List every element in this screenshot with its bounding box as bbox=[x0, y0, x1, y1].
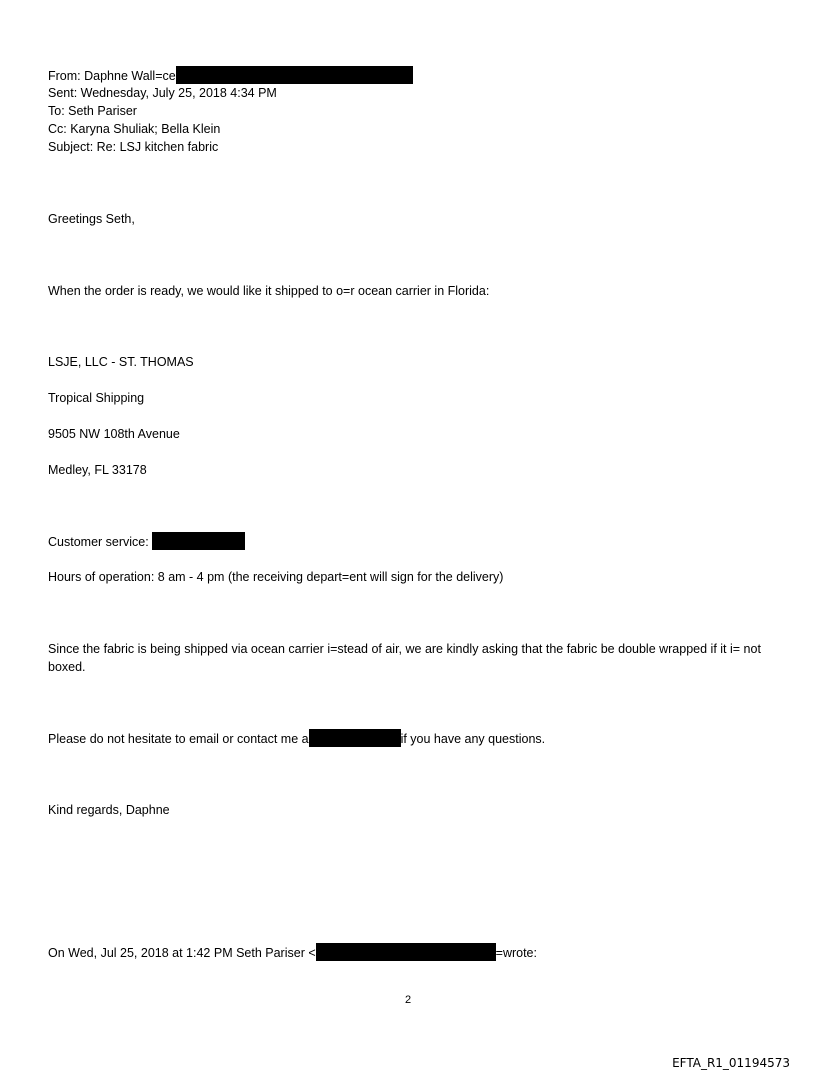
customer-service-line bbox=[48, 532, 245, 551]
signoff: Kind regards, Daphne bbox=[48, 803, 170, 817]
contact-suffix: if you have any questions. bbox=[400, 732, 546, 746]
document-id: EFTA_R1_01194573 bbox=[672, 1056, 790, 1070]
quote-prefix: On Wed, Jul 25, 2018 at 1:42 PM Seth Pariser < bbox=[48, 946, 316, 960]
redaction-box bbox=[309, 729, 401, 747]
customer-service-label: Customer service: bbox=[48, 535, 149, 549]
from-text: From: Daphne Wall=ce bbox=[48, 69, 176, 83]
cc-line: Cc: Karyna Shuliak; Bella Klein bbox=[48, 122, 221, 136]
contact-prefix: Please do not hesitate to email or contact me a bbox=[48, 732, 309, 746]
sent-line: Sent: Wednesday, July 25, 2018 4:34 PM bbox=[48, 86, 277, 100]
contact-line bbox=[48, 729, 545, 748]
subject-line: Subject: Re: LSJ kitchen fabric bbox=[48, 140, 219, 154]
address-company: LSJE, LLC - ST. THOMAS bbox=[48, 355, 194, 369]
greeting: Greetings Seth, bbox=[48, 212, 135, 226]
intro-paragraph: When the order is ready, we would like it shipped to o=r ocean carrier in Florida: bbox=[48, 284, 490, 298]
address-street: 9505 NW 108th Avenue bbox=[48, 427, 180, 441]
hours-line: Hours of operation: 8 am - 4 pm (the receiving depart=ent will sign for the delivery) bbox=[48, 570, 504, 584]
from-line bbox=[48, 66, 413, 85]
to-line: To: Seth Pariser bbox=[48, 104, 137, 118]
page-number: 2 bbox=[404, 994, 412, 1006]
quote-suffix: =wrote: bbox=[495, 946, 537, 960]
address-carrier: Tropical Shipping bbox=[48, 391, 145, 405]
redaction-box bbox=[316, 943, 496, 961]
redaction-box bbox=[176, 66, 413, 84]
redaction-box bbox=[152, 532, 245, 550]
address-city: Medley, FL 33178 bbox=[48, 463, 147, 477]
shipping-note-paragraph: Since the fabric is being shipped via ocean carrier i=stead of air, we are kindly asking that the fabric be double wrapped if it i= not boxed. bbox=[48, 642, 761, 674]
quoted-message-header bbox=[48, 943, 537, 962]
